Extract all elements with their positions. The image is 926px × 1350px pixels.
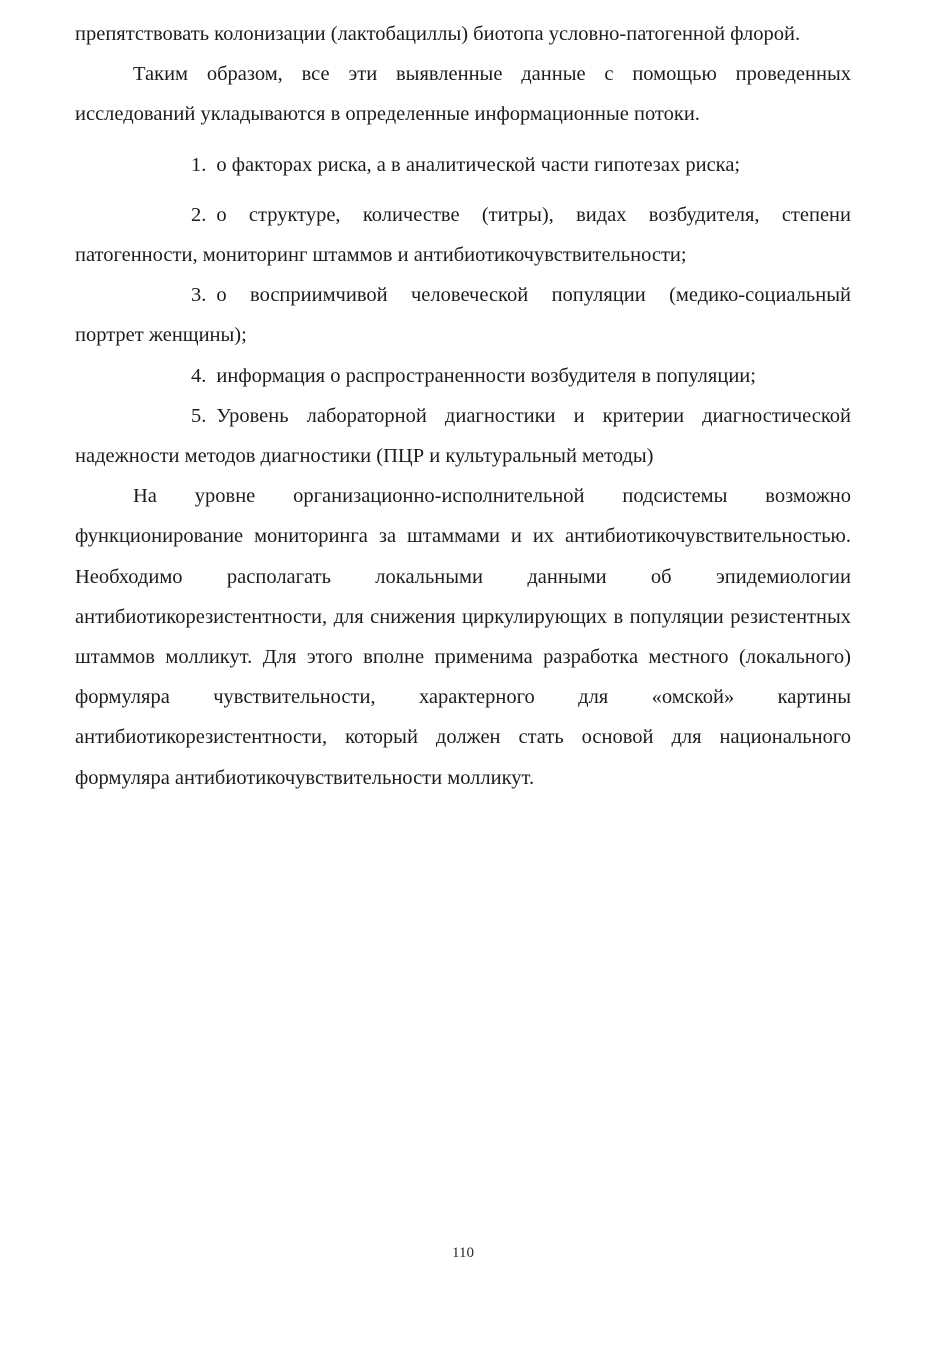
list-number: 1. xyxy=(191,153,207,176)
paragraph-continuation: препятствовать колонизации (лактобациллы) биотопа условно-патогенной флорой. xyxy=(75,23,801,45)
list-text: Уровень лабораторной диагностики и критерии диагностической надежности методов диагностики (ПЦР и культуральный методы) xyxy=(75,404,851,468)
list-number: 3. xyxy=(191,284,207,307)
page-number: 110 xyxy=(452,1245,474,1261)
list-text: о восприимчивой человеческой популяции (медико-социальный портрет женщины); xyxy=(75,284,851,347)
list-item-3 xyxy=(75,275,851,355)
list-item-4 xyxy=(75,356,851,396)
list-text: информация о распространенности возбудителя в популяции; xyxy=(216,364,756,387)
list-item-5 xyxy=(75,396,851,476)
list-number: 5. xyxy=(191,404,207,427)
list-text: о факторах риска, а в аналитической части гипотезах риска; xyxy=(216,153,741,176)
list-number: 2. xyxy=(191,203,207,226)
list-number: 4. xyxy=(191,364,207,387)
paragraph-final: На уровне организационно-исполнительной подсистемы возможно функционирование мониторинга за штаммами и их антибиотикочувствительностью. Необходимо располагать локальными данными об эпидемиологии антибиотикорезистентности, для снижения циркулирующих в популяции резистентных штаммов молликут. Для этого вполне применима разработка местного (локального) формуляра чувствительности, характерного для «омской» картины антибиотикорезистентности, который должен стать основой для национального формуляра антибиотикочувствительности молликут. xyxy=(75,485,851,789)
list-text: о структуре, количестве (титры), видах возбудителя, степени патогенности, мониторинг штаммов и антибиотикочувствительности; xyxy=(75,203,851,267)
list-item-1 xyxy=(75,145,851,185)
paragraph-summary: Таким образом, все эти выявленные данные с помощью проведенных исследований укладываются в определенные информационные потоки. xyxy=(75,63,851,126)
page-body xyxy=(75,14,851,798)
list-item-2 xyxy=(75,195,851,275)
